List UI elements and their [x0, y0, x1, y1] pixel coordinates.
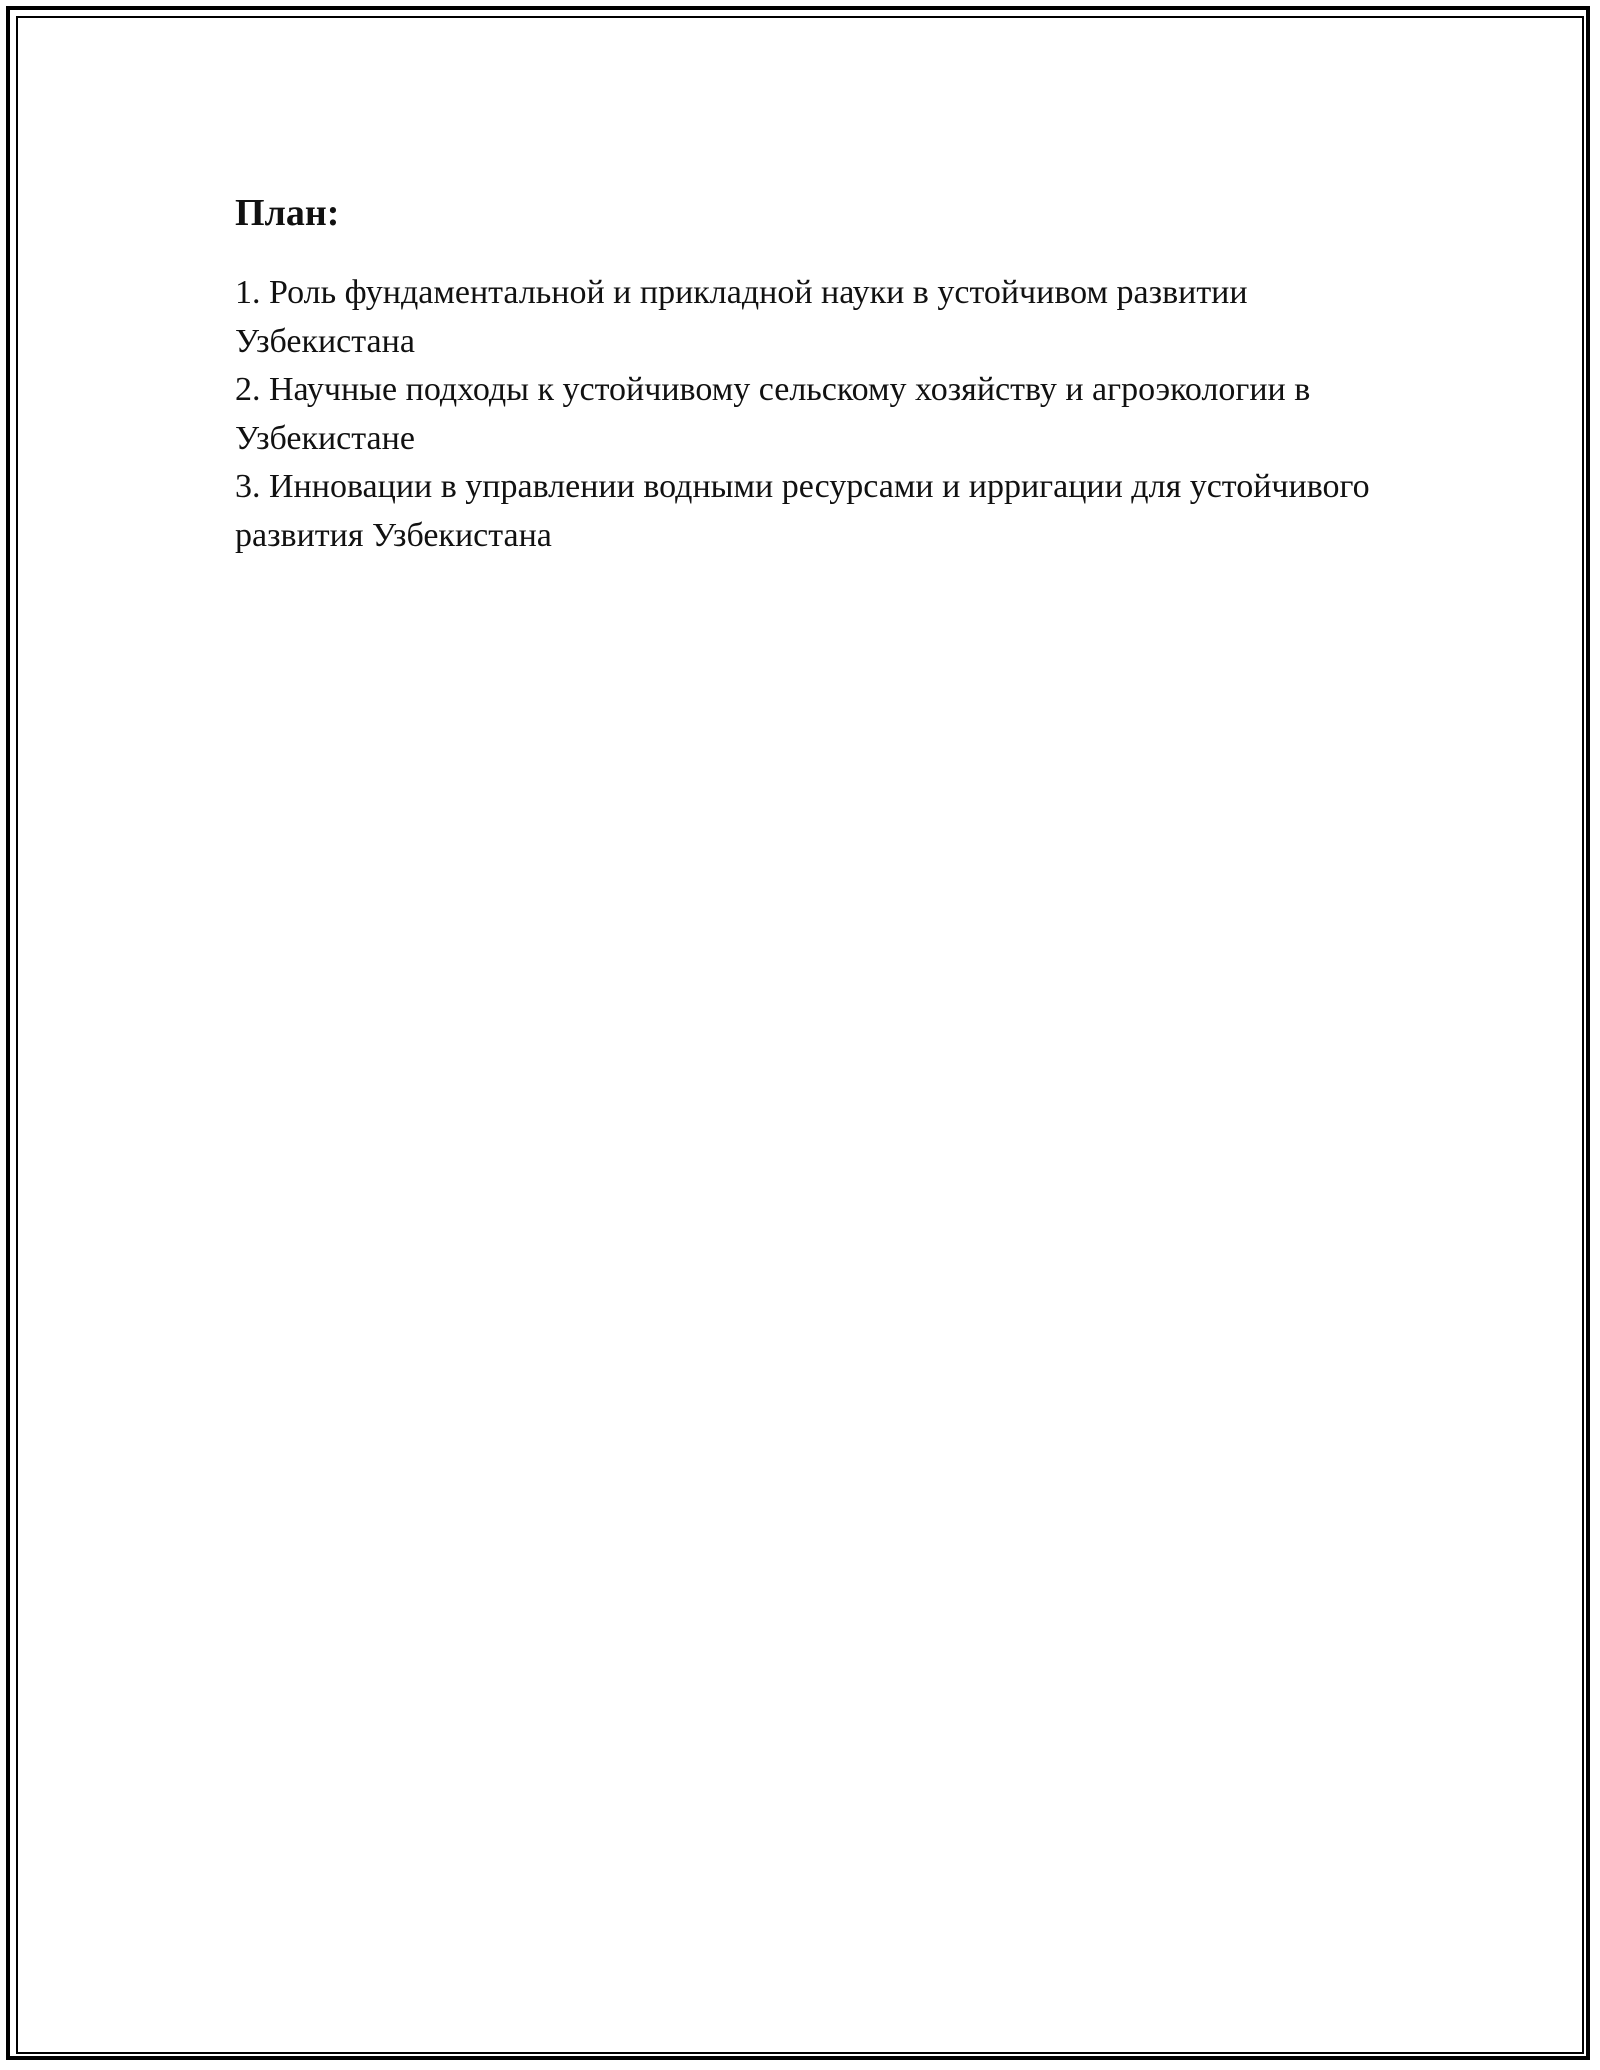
plan-item-2: 2. Научные подходы к устойчивому сельскому хозяйству и агроэкологии в Узбекистане — [235, 371, 1311, 457]
plan-list — [235, 269, 1385, 560]
plan-heading: План: — [235, 192, 340, 234]
document-body — [235, 185, 1385, 560]
plan-item-1: 1. Роль фундаментальной и прикладной науки в устойчивом развитии Узбекистана — [235, 274, 1248, 360]
plan-item-3: 3. Инновации в управлении водными ресурсами и ирригации для устойчивого развития Узбекистана — [235, 468, 1370, 554]
